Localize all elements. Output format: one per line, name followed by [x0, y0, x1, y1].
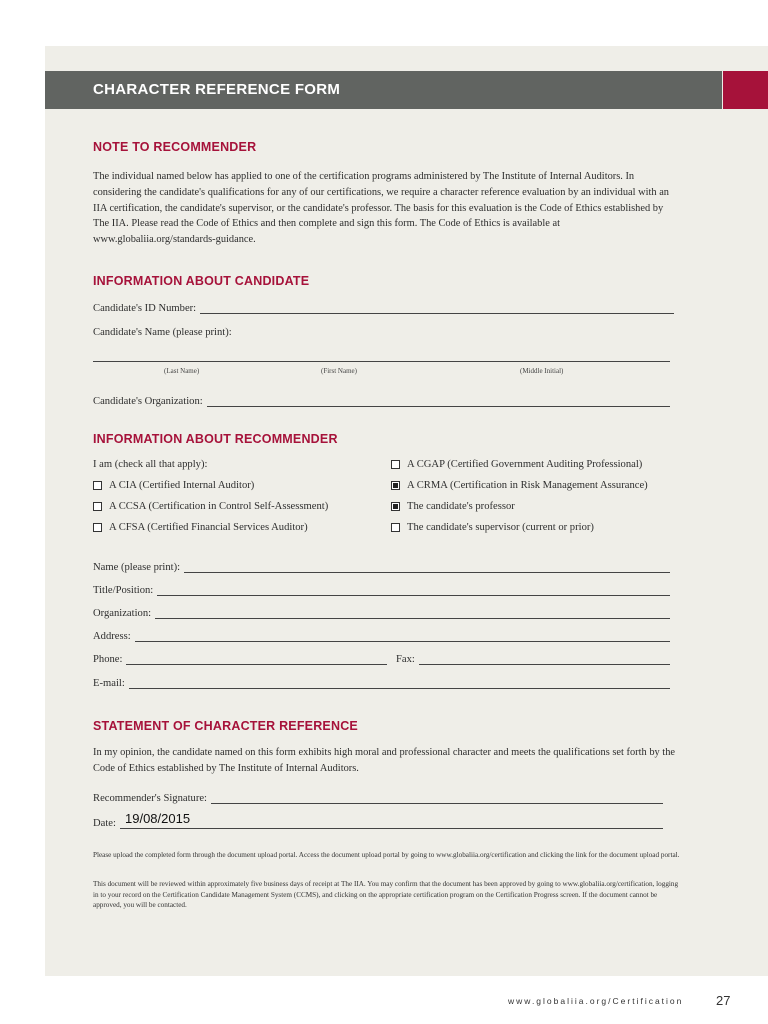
candidate-id-line[interactable]: [200, 303, 674, 314]
middle-initial-caption: (Middle Initial): [520, 367, 564, 375]
candidate-org-field[interactable]: [93, 396, 670, 407]
check-prompt: I am (check all that apply):: [93, 459, 208, 470]
candidate-heading: INFORMATION ABOUT CANDIDATE: [93, 274, 310, 288]
title-line[interactable]: [157, 585, 670, 596]
checkbox-cfsa[interactable]: [93, 523, 102, 532]
date-line[interactable]: [120, 818, 663, 829]
candidate-org-line[interactable]: [207, 396, 670, 407]
checkbox-cgap[interactable]: [391, 460, 400, 469]
candidate-id-label: Candidate's ID Number:: [93, 303, 197, 314]
option-supervisor-label: The candidate's supervisor (current or prior): [407, 522, 594, 533]
address-line[interactable]: [135, 631, 670, 642]
accent-block: [723, 71, 768, 109]
checkbox-ccsa[interactable]: [93, 502, 102, 511]
signature-field[interactable]: [93, 793, 663, 804]
candidate-id-field[interactable]: [93, 303, 674, 314]
checkbox-professor[interactable]: [391, 502, 400, 511]
candidate-org-label: Candidate's Organization:: [93, 396, 203, 407]
statement-body: In my opinion, the candidate named on this form exhibits high moral and professional character and meets the qualifications set forth by the Code of Ethics established by The Institute of Internal Auditors.: [93, 747, 676, 774]
checkbox-crma[interactable]: [391, 481, 400, 490]
option-crma[interactable]: [391, 480, 648, 491]
email-label: E-mail:: [93, 678, 125, 689]
recommender-name-label: Name (please print):: [93, 562, 181, 573]
form-title: CHARACTER REFERENCE FORM: [93, 81, 341, 98]
option-professor-label: The candidate's professor: [407, 501, 515, 512]
option-crma-label: A CRMA (Certification in Risk Management Assurance): [407, 480, 648, 491]
recommender-name-field[interactable]: [93, 562, 670, 573]
option-cfsa[interactable]: [93, 522, 308, 533]
upload-note: Please upload the completed form through the document upload portal. Access the document upload portal by going to www.globaliia.org/certification and clicking the link for the document upload portal.: [93, 851, 680, 859]
option-cgap-label: A CGAP (Certified Government Auditing Professional): [407, 459, 643, 470]
organization-line[interactable]: [155, 608, 670, 619]
phone-line[interactable]: [126, 654, 387, 665]
first-name-caption: (First Name): [321, 367, 357, 375]
organization-field[interactable]: [93, 608, 670, 619]
candidate-name-label: Candidate's Name (please print):: [93, 327, 232, 338]
address-label: Address:: [93, 631, 131, 642]
signature-label: Recommender's Signature:: [93, 793, 207, 804]
date-value[interactable]: 19/08/2015: [125, 811, 191, 826]
option-supervisor[interactable]: [391, 522, 594, 533]
option-ccsa-label: A CCSA (Certification in Control Self-Assessment): [109, 501, 329, 512]
option-cgap[interactable]: [391, 459, 642, 470]
statement-heading: STATEMENT OF CHARACTER REFERENCE: [93, 719, 358, 733]
note-heading: NOTE TO RECOMMENDER: [93, 140, 257, 154]
title-field[interactable]: [93, 585, 670, 596]
address-field[interactable]: [93, 631, 670, 642]
option-cfsa-label: A CFSA (Certified Financial Services Auditor): [109, 522, 308, 533]
recommender-heading: INFORMATION ABOUT RECOMMENDER: [93, 432, 338, 446]
fax-label: Fax:: [396, 654, 415, 665]
candidate-name-line[interactable]: [93, 361, 670, 362]
phone-label: Phone:: [93, 654, 123, 665]
recommender-name-line[interactable]: [184, 562, 670, 573]
signature-line[interactable]: [211, 793, 663, 804]
note-body: The individual named below has applied to one of the certification programs administered by The Institute of Internal Auditors. In considering the candidate's qualifications for any of our certifications, we require a character reference evaluation by an individual with an IIA certification, the candidate's supervisor, or the candidate's professor. The basis for this evaluation is the Code of Ethics established by The IIA. Please read the Code of Ethics and then complete and sign this form. The Code of Ethics is available at www.globaliia.org/standards-guidance.: [93, 171, 670, 246]
fax-field[interactable]: [396, 654, 670, 665]
option-professor[interactable]: [391, 501, 515, 512]
footer-url[interactable]: www.globaliia.org/Certification: [508, 996, 684, 1006]
email-line[interactable]: [129, 678, 670, 689]
phone-field[interactable]: [93, 654, 387, 665]
organization-label: Organization:: [93, 608, 152, 619]
fax-line[interactable]: [419, 654, 670, 665]
option-cia[interactable]: [93, 480, 254, 491]
option-ccsa[interactable]: [93, 501, 328, 512]
email-field[interactable]: [93, 678, 670, 689]
checkbox-cia[interactable]: [93, 481, 102, 490]
date-label: Date:: [93, 818, 116, 829]
title-label: Title/Position:: [93, 585, 154, 596]
page-number: 27: [716, 993, 731, 1008]
last-name-caption: (Last Name): [164, 367, 200, 375]
review-note: This document will be reviewed within approximately five business days of receipt at The IIA. You may confirm that the document has been approved by going to www.globaliia.org/certification, logging in to your record on the Certification Candidate Management System (CCMS), and clicking on the appropriate certification program on the Certification Progress screen. If the document cannot be approved, you will be contacted.: [93, 880, 679, 910]
checkbox-supervisor[interactable]: [391, 523, 400, 532]
option-cia-label: A CIA (Certified Internal Auditor): [109, 480, 255, 491]
